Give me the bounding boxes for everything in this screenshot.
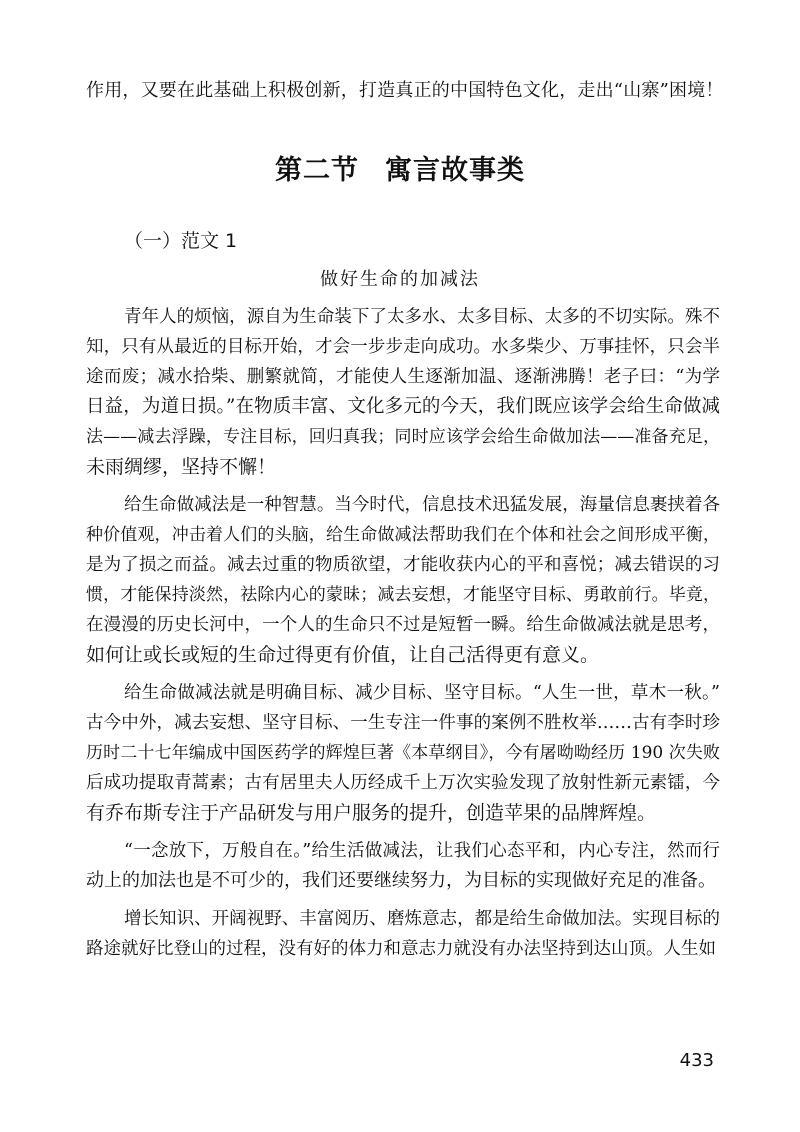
carry-over-line: 作用，又要在此基础上积极创新，打造真正的中国特色文化，走出“山寨”困境！ [86, 80, 724, 101]
paragraph [86, 904, 720, 964]
paragraph-line: 后成功提取青蒿素；古有居里夫人历经成千上万次实验发现了放射性新元素镭，今 [86, 773, 720, 793]
paragraph-line: 日益，为道日损。”在物质丰富、文化多元的今天，我们既应该学会给生命做减 [86, 396, 720, 417]
essay-title: 做好生命的加减法 [320, 269, 480, 290]
paragraph-line: 知，只有从最近的目标开始，才会一步步走向成功。水多柴少、万事挂怀，只会半 [86, 337, 720, 357]
paragraph-line: 惯，才能保持淡然，祛除内心的蒙昧；减去妄想，才能坚守目标、勇敢前行。毕竟， [86, 585, 720, 605]
essay-body [86, 302, 720, 972]
paragraph-line: 是为了损之而益。减去过重的物质欲望，才能收获内心的平和喜悦；减去错误的习 [86, 555, 720, 575]
paragraph [86, 836, 720, 896]
paragraph-line: 未雨绸缪，坚持不懈！ [86, 456, 277, 478]
paragraph-line: 路途就好比登山的过程，没有好的体力和意志力就没有办法坚持到达山顶。人生如 [86, 939, 716, 959]
paragraph-line: 增长知识、开阔视野、丰富阅历、磨炼意志，都是给生命做加法。实现目标的 [124, 909, 720, 929]
paragraph-line: 给生命做减法是一种智慧。当今时代，信息技术迅猛发展，海量信息裹挟着各 [124, 495, 720, 515]
paragraph [86, 678, 720, 828]
paragraph-line: 历时二十七年编成中国医药学的辉煌巨著《本草纲目》，今有屠呦呦经历 190 次失败 [86, 743, 720, 763]
paragraph-line: 古今中外，减去妄想、坚守目标、一生专注一件事的案例不胜枚举……古有李时珍 [86, 713, 720, 733]
paragraph-line: 给生命做减法就是明确目标、减少目标、坚守目标。“人生一世，草木一秋。” [124, 683, 720, 703]
paragraph [86, 302, 720, 482]
sub-heading: （一）范文 1 [124, 230, 238, 252]
paragraph-line: 青年人的烦恼，源自为生命装下了太多水、太多目标、太多的不切实际。殊不 [124, 307, 720, 327]
paragraph-line: 法——减去浮躁，专注目标，回归真我；同时应该学会给生命做加法——准备充足， [86, 427, 720, 447]
paragraph-line: “一念放下，万般自在。”给生活做减法，让我们心态平和，内心专注，然而行 [124, 841, 720, 861]
page-number: 433 [679, 1050, 714, 1071]
section-number: 第二节 [275, 155, 359, 186]
paragraph-line: 有乔布斯专注于产品研发与用户服务的提升，创造苹果的品牌辉煌。 [86, 802, 657, 824]
paragraph-line: 在漫漫的历史长河中，一个人的生命只不过是短暂一瞬。给生命做减法就是思考， [86, 615, 720, 635]
section-heading [0, 148, 800, 187]
paragraph-line: 动上的加法也是不可少的，我们还要继续努力，为目标的实现做好充足的准备。 [86, 870, 716, 891]
paragraph-line: 种价值观，冲击着人们的头脑，给生命做减法帮助我们在个体和社会之间形成平衡， [86, 525, 720, 545]
paragraph-line: 如何让或长或短的生命过得更有价值，让自己活得更有意义。 [86, 644, 600, 666]
section-title: 寓言故事类 [385, 155, 525, 186]
paragraph-line: 途而废；减水拾柴、删繁就简，才能使人生逐渐加温、逐渐沸腾！老子曰：“为学 [86, 367, 720, 387]
paragraph [86, 490, 720, 670]
